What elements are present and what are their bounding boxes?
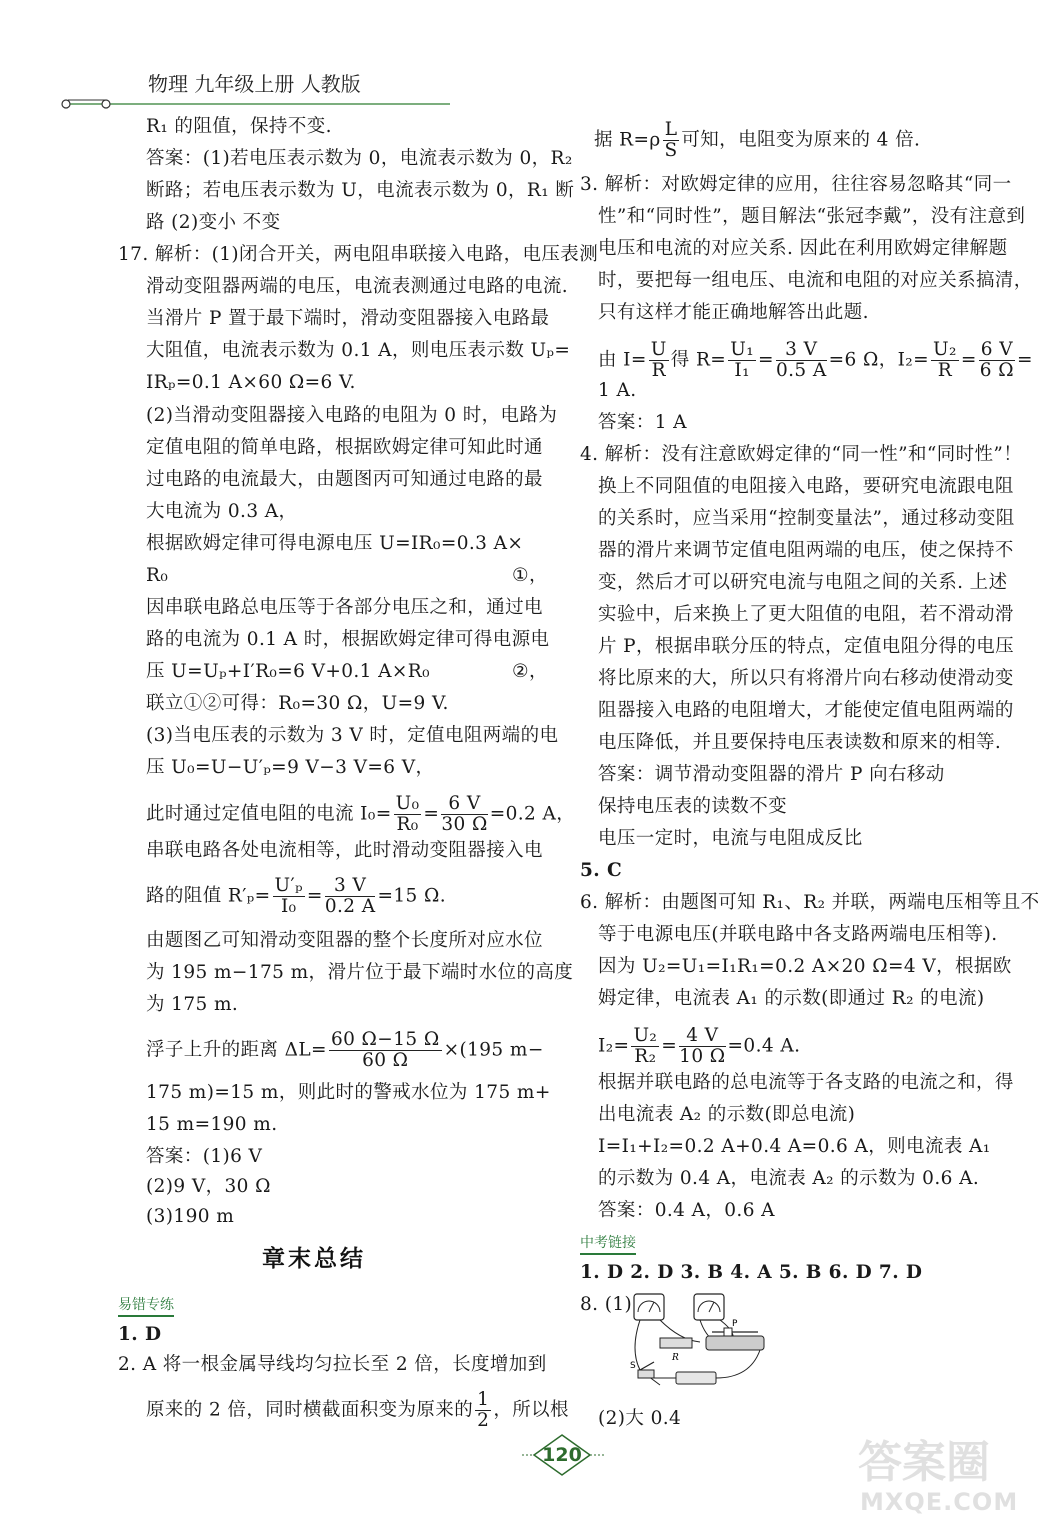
numerator: 60 Ω−15 Ω <box>330 1029 440 1050</box>
fraction <box>394 794 422 835</box>
header-title: 物理 九年级上册 人教版 <box>148 72 361 96</box>
text: 由 I= <box>598 349 647 371</box>
text: =0.4 A. <box>727 1035 801 1057</box>
answer-item: 5. C <box>580 860 623 881</box>
numerator: 4 V <box>679 1026 725 1047</box>
answer-line: 答案：(1)6 V <box>146 1146 263 1167</box>
text-line: 15 m=190 m. <box>146 1114 278 1135</box>
answer-line: 电压一定时，电流与电阻成反比 <box>598 828 863 849</box>
label-p: P <box>732 1319 738 1329</box>
numerator: 6 V <box>980 339 1013 360</box>
text-line: 过电路的电流最大，由题图丙可知通过电路的最 <box>146 469 543 490</box>
text: = <box>661 1035 678 1057</box>
text-line: 变，然后才可以研究电流与电阻之间的关系. 上述 <box>598 572 1008 593</box>
fraction <box>679 1026 725 1067</box>
formula-line <box>146 1030 544 1071</box>
denominator: I₁ <box>734 360 750 381</box>
text: ×(195 m− <box>443 1039 544 1061</box>
denominator: I₀ <box>280 896 297 917</box>
answer-line: 答案：0.4 A，0.6 A <box>598 1200 775 1221</box>
text: = <box>1016 349 1033 371</box>
text: =0.2 A， <box>489 803 576 825</box>
formula-line <box>598 340 1033 381</box>
label-r: R <box>672 1353 679 1363</box>
ammeter-icon <box>694 1294 724 1320</box>
text: 浮子上升的距离 ΔL= <box>146 1039 327 1061</box>
text-line: (3)当电压表的示数为 3 V 时，定值电阻两端的电 <box>146 725 559 746</box>
denominator: 60 Ω <box>362 1050 409 1071</box>
numerator: 6 V <box>441 794 487 815</box>
text-line: 性”和“同时性”，题目解法“张冠李戴”，没有注意到 <box>598 206 1026 227</box>
formula-line <box>598 1026 800 1067</box>
text-line: R₁ 的阻值，保持不变. <box>146 116 332 137</box>
numerator: U′ₚ <box>274 875 303 896</box>
question-4: 4. 解析：没有注意欧姆定律的“同一性”和“同时性”！ <box>580 444 1023 465</box>
answer-line: (2)9 V，30 Ω <box>146 1176 271 1197</box>
text-line: 根据欧姆定律可得电源电压 U=IR₀=0.3 A× <box>146 533 524 554</box>
question-17: 17. 解析：(1)闭合开关，两电阻串联接入电路，电压表测 <box>118 244 599 265</box>
equation-mark: ②， <box>512 661 548 682</box>
text: 原来的 2 倍，同时横截面积变为原来的 <box>146 1399 474 1421</box>
fraction <box>979 340 1015 381</box>
numerator: U₀ <box>395 793 420 814</box>
text-line: 压 U=Uₚ+I′R₀=6 V+0.1 A×R₀ <box>146 661 430 682</box>
text-line: 出电流表 A₂ 的示数(即总电流) <box>598 1104 856 1125</box>
formula-line <box>146 794 575 835</box>
fraction <box>931 340 959 381</box>
circuit-diagram <box>620 1290 780 1400</box>
rheostat-icon <box>706 1328 764 1350</box>
text-line: 阻器接入电路的电阻增大，才能使定值电阻两端的 <box>598 700 1014 721</box>
text-line: I=I₁+I₂=0.2 A+0.4 A=0.6 A，则电流表 A₁ <box>598 1136 991 1157</box>
text-line: 的示数为 0.4 A，电流表 A₂ 的示数为 0.6 A. <box>598 1168 980 1189</box>
text: ，所以根 <box>493 1399 569 1421</box>
text: = <box>758 349 774 371</box>
text-line: 为 195 m−175 m，滑片位于最下端时水位的高度 <box>146 962 574 983</box>
fraction <box>475 1390 491 1431</box>
text-line: IRₚ=0.1 A×60 Ω=6 V. <box>146 372 356 393</box>
text-line: 175 m)=15 m，则此时的警戒水位为 175 m+ <box>146 1082 551 1103</box>
answer-line: (3)190 m <box>146 1206 235 1227</box>
switch-icon <box>638 1362 654 1378</box>
text-line: 电压降低，并且要保持电压表读数和原来的相等. <box>598 732 1002 753</box>
text: 路的阻值 R′ₚ= <box>146 885 271 907</box>
fraction <box>649 340 669 381</box>
numerator: L <box>664 119 678 140</box>
numerator: 1 <box>477 1389 490 1410</box>
text-line: 路 (2)变小 不变 <box>146 212 281 233</box>
equation-mark: ①， <box>512 565 548 586</box>
text-line: 根据并联电路的总电流等于各支路的电流之和，得 <box>598 1072 1014 1093</box>
watermark-main: 答案圈 <box>858 1437 990 1488</box>
text: = <box>960 349 977 371</box>
page-header <box>60 62 460 112</box>
answer-line: (2)大 0.4 <box>598 1408 682 1429</box>
denominator: R <box>651 360 666 381</box>
text-line: 换上不同阻值的电阻接入电路，要研究电流跟电阻 <box>598 476 1014 497</box>
answer-line: 答案：1 A <box>598 412 687 433</box>
denominator: R₀ <box>396 814 419 835</box>
text: 得 R= <box>670 349 727 371</box>
text-line: 电压和电流的对应关系. 因此在利用欧姆定律解题 <box>598 238 1008 259</box>
text-line: 因串联电路总电压等于各部分电压之和，通过电 <box>146 597 543 618</box>
question-6: 6. 解析：由题图可知 R₁、R₂ 并联，两端电压相等且不 <box>580 892 1040 913</box>
label-s: S <box>630 1361 636 1371</box>
denominator: 2 <box>477 1410 490 1431</box>
text: = <box>306 885 323 907</box>
numerator: U₁ <box>730 339 755 360</box>
denominator: R₂ <box>634 1046 657 1067</box>
text-line: 定值电阻的简单电路，根据欧姆定律可知此时通 <box>146 437 543 458</box>
text: =15 Ω. <box>377 885 447 907</box>
fraction <box>441 794 487 835</box>
text: 此时通过定值电阻的电流 I₀= <box>146 803 392 825</box>
watermark-sub: MXQE.COM <box>860 1488 1019 1516</box>
denominator: R <box>937 360 953 381</box>
formula-line <box>146 1390 569 1431</box>
denominator: S <box>664 140 678 161</box>
denominator: 0.2 A <box>324 896 376 917</box>
section-title: 章末总结 <box>262 1245 366 1272</box>
text-line: 大电流为 0.3 A， <box>146 501 298 522</box>
resistor-icon <box>660 1338 692 1348</box>
text: 据 R=ρ <box>594 129 661 151</box>
answer-list: 1. D 2. D 3. B 4. A 5. B 6. D 7. D <box>580 1262 923 1283</box>
text-line: 的关系时，应当采用“控制变量法”，通过移动变阻 <box>598 508 1015 529</box>
text-line: 时，要把每一组电压、电流和电阻的对应关系搞清， <box>598 270 1033 291</box>
fraction <box>728 340 756 381</box>
question-3: 3. 解析：对欧姆定律的应用，往往容易忽略其“同一 <box>580 174 1012 195</box>
section-tag: 易错专练 <box>118 1294 174 1317</box>
answer-item: 2. A 将一根金属导线均匀拉长至 2 倍，长度增加到 <box>118 1354 547 1375</box>
answer-item: 1. D <box>118 1324 162 1345</box>
numerator: 3 V <box>776 340 827 361</box>
text-line: 姆定律，电流表 A₁ 的示数(即通过 R₂ 的电流) <box>598 988 985 1009</box>
text-line: 路的电流为 0.1 A 时，根据欧姆定律可得电源电 <box>146 629 550 650</box>
text-line: R₀ <box>146 565 169 586</box>
text: I₂= <box>598 1035 630 1057</box>
numerator: U <box>650 339 667 360</box>
formula-line <box>594 120 920 161</box>
text-line: 压 U₀=U−U′ₚ=9 V−3 V=6 V， <box>146 757 435 778</box>
fraction <box>776 340 827 381</box>
section-tag: 中考链接 <box>580 1232 636 1255</box>
text-line: 器的滑片来调节定值电阻两端的电压，使之保持不 <box>598 540 1014 561</box>
text-line: 断路；若电压表示数为 U，电流表示数为 0，R₁ 断 <box>146 180 575 201</box>
fraction <box>325 876 376 917</box>
text-line: 为 175 m. <box>146 994 239 1015</box>
text-line: 片 P，根据串联分压的特点，定值电阻分得的电压 <box>598 636 1015 657</box>
text-line: 由题图乙可知滑动变阻器的整个长度所对应水位 <box>146 930 543 951</box>
denominator: 30 Ω <box>441 814 488 835</box>
text-line: 滑动变阻器两端的电压，电流表测通过电路的电流. <box>146 276 569 297</box>
numerator: U₂ <box>633 1025 658 1046</box>
numerator: U₂ <box>933 339 957 360</box>
text-line: 因为 U₂=U₁=I₁R₁=0.2 A×20 Ω=4 V，根据欧 <box>598 956 1012 977</box>
text-line: 1 A. <box>598 380 637 401</box>
page-number: 120 <box>542 1444 582 1466</box>
text: =6 Ω，I₂= <box>828 349 930 371</box>
answer-line: 答案：(1)若电压表示数为 0，电流表示数为 0，R₂ <box>146 148 573 169</box>
denominator: 0.5 A <box>775 360 827 381</box>
text-line: 等于电源电压(并联电路中各支路两端电压相等). <box>598 924 998 945</box>
denominator: 10 Ω <box>679 1046 726 1067</box>
text-line: 大阻值，电流表示数为 0.1 A，则电压表示数 Uₚ= <box>146 340 571 361</box>
numerator: 3 V <box>325 876 376 897</box>
denominator: 6 Ω <box>979 360 1014 381</box>
fraction <box>273 876 305 917</box>
fraction <box>329 1030 442 1071</box>
battery-icon <box>676 1372 716 1384</box>
text-line: 实验中，后来换上了更大阻值的电阻，若不滑动滑 <box>598 604 1014 625</box>
text-line: 将比原来的大，所以只有将滑片向右移动使滑动变 <box>598 668 1014 689</box>
fraction <box>663 120 680 161</box>
text-line: 只有这样才能正确地解答出此题. <box>598 302 869 323</box>
text-line: 串联电路各处电流相等，此时滑动变阻器接入电 <box>146 840 543 861</box>
text-line: 当滑片 P 置于最下端时，滑动变阻器接入电路最 <box>146 308 550 329</box>
watermark <box>848 1426 1028 1526</box>
formula-line <box>146 876 446 917</box>
header-rule <box>60 98 460 110</box>
page-number-badge <box>520 1432 604 1478</box>
text-line: 联立①②可得：R₀=30 Ω，U=9 V. <box>146 693 449 714</box>
text-line: (2)当滑动变阻器接入电路的电阻为 0 时，电路为 <box>146 405 558 426</box>
answer-line: 答案：调节滑动变阻器的滑片 P 向右移动 <box>598 764 945 785</box>
text: 可知，电阻变为原来的 4 倍. <box>681 129 921 151</box>
fraction <box>631 1026 659 1067</box>
answer-line: 保持电压表的读数不变 <box>598 796 788 817</box>
voltmeter-icon <box>634 1294 664 1320</box>
answer-item: 8. (1) <box>580 1294 633 1315</box>
text: = <box>423 803 440 825</box>
